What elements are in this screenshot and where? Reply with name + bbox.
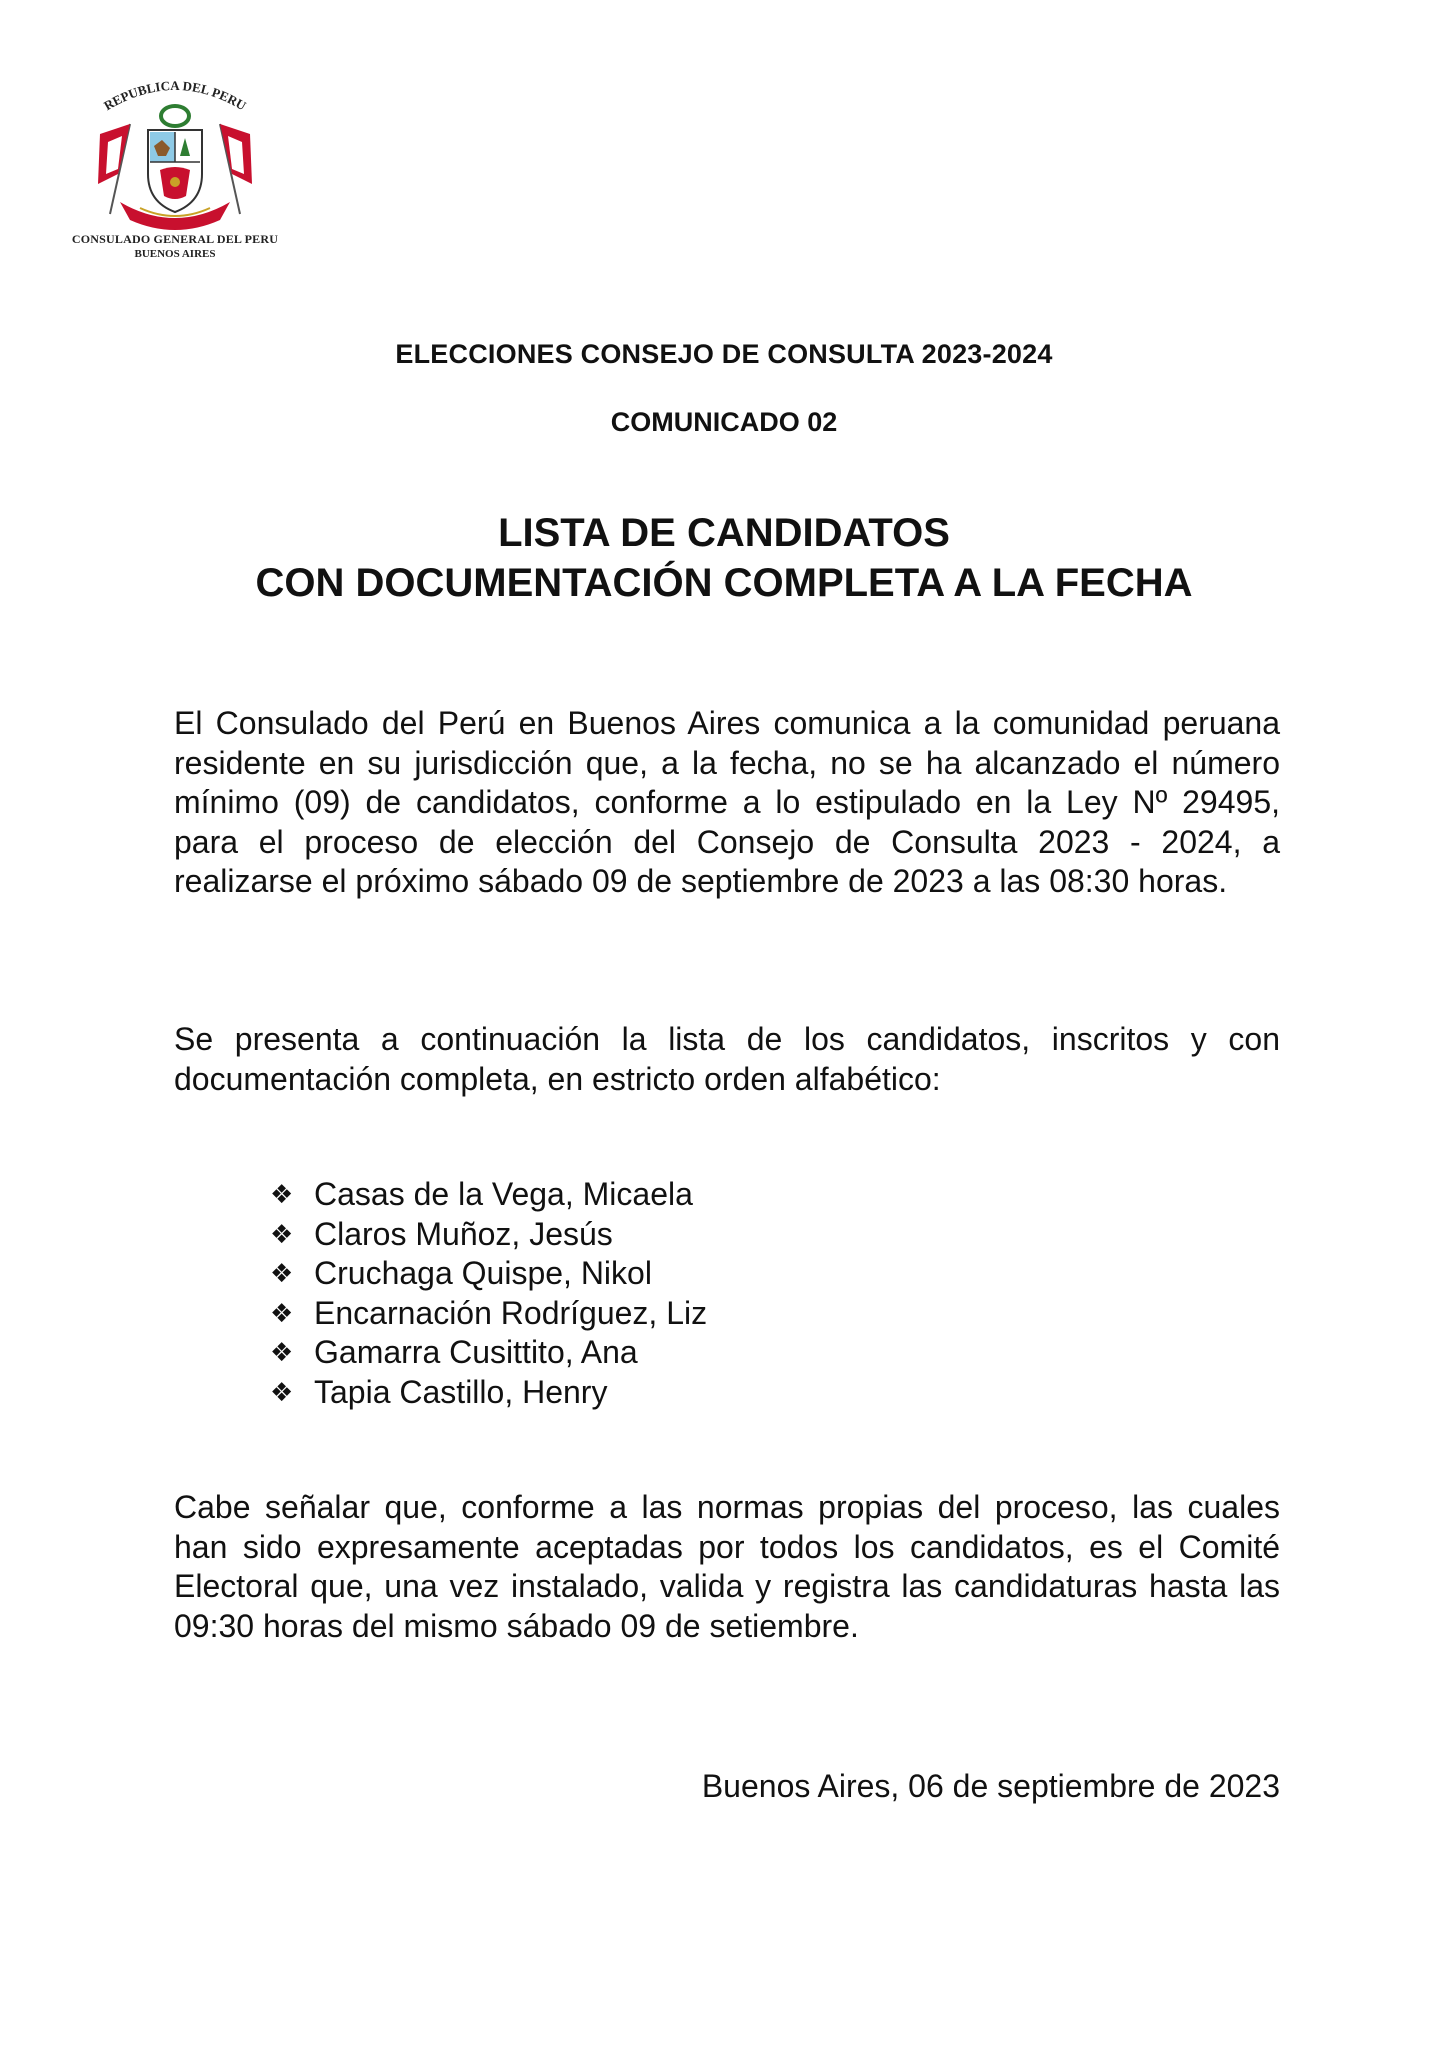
communique-number: COMUNICADO 02: [610, 407, 838, 437]
diamond-bullet-icon: ❖: [270, 1258, 294, 1288]
election-heading: ELECCIONES CONSEJO DE CONSULTA 2023-2024: [395, 339, 1053, 369]
document-title: [0, 508, 1448, 608]
candidate-name: Tapia Castillo, Henry: [314, 1373, 608, 1410]
diamond-bullet-icon: ❖: [270, 1179, 294, 1209]
candidate-name: Casas de la Vega, Micaela: [314, 1176, 693, 1212]
seal-line-city: BUENOS AIRES: [134, 248, 216, 260]
svg-text:REPUBLICA DEL PERU: [101, 78, 249, 114]
paragraph-list-intro: Se presenta a continuación la lista de los candidatos, inscritos y con documentación completa, en estricto orden alfabético:: [174, 1021, 1280, 1097]
candidate-name: Encarnación Rodríguez, Liz: [314, 1294, 708, 1331]
title-line-2: CON DOCUMENTACIÓN COMPLETA A LA FECHA: [255, 561, 1193, 605]
paragraph-announcement: El Consulado del Perú en Buenos Aires comunica a la comunidad peruana residente en su jurisdicción que, a la fecha, no se ha alcanzado el número mínimo (09) de candidatos, conforme a lo estipulado en la Ley Nº 29495, para el proceso de elección del Consejo de Consulta 2023 - 2024, a realizarse el próximo sábado 09 de septiembre de 2023 a las 08:30 horas.: [174, 705, 1280, 899]
candidate-list: [270, 1175, 707, 1412]
candidate-name: Cruchaga Quispe, Nikol: [314, 1255, 652, 1291]
list-item: [270, 1175, 707, 1215]
candidate-name: Claros Muñoz, Jesús: [314, 1215, 613, 1252]
diamond-bullet-icon: ❖: [270, 1218, 294, 1249]
consulate-seal: [70, 74, 280, 264]
coat-of-arms-icon: [70, 74, 280, 234]
title-line-1: LISTA DE CANDIDATOS: [498, 511, 950, 555]
seal-arc-text: REPUBLICA DEL PERU: [101, 77, 249, 114]
diamond-bullet-icon: ❖: [270, 1337, 294, 1367]
paragraph-committee-note: Cabe señalar que, conforme a las normas propias del proceso, las cuales han sido expresamente aceptadas por todos los candidatos, es el Comité Electoral que, una vez instalado, valida y registra las candidaturas hasta las 09:30 horas del mismo sábado 09 de setiembre.: [174, 1489, 1280, 1644]
diamond-bullet-icon: ❖: [270, 1376, 294, 1407]
list-item: [270, 1215, 707, 1255]
seal-line-consulate: CONSULADO GENERAL DEL PERU: [71, 232, 279, 246]
list-item: [270, 1254, 707, 1294]
candidate-name: Gamarra Cusittito, Ana: [314, 1334, 638, 1370]
list-item: [270, 1373, 707, 1413]
diamond-bullet-icon: ❖: [270, 1297, 294, 1328]
place-and-date: Buenos Aires, 06 de septiembre de 2023: [701, 1768, 1280, 1804]
list-item: [270, 1333, 707, 1373]
list-item: [270, 1294, 707, 1334]
